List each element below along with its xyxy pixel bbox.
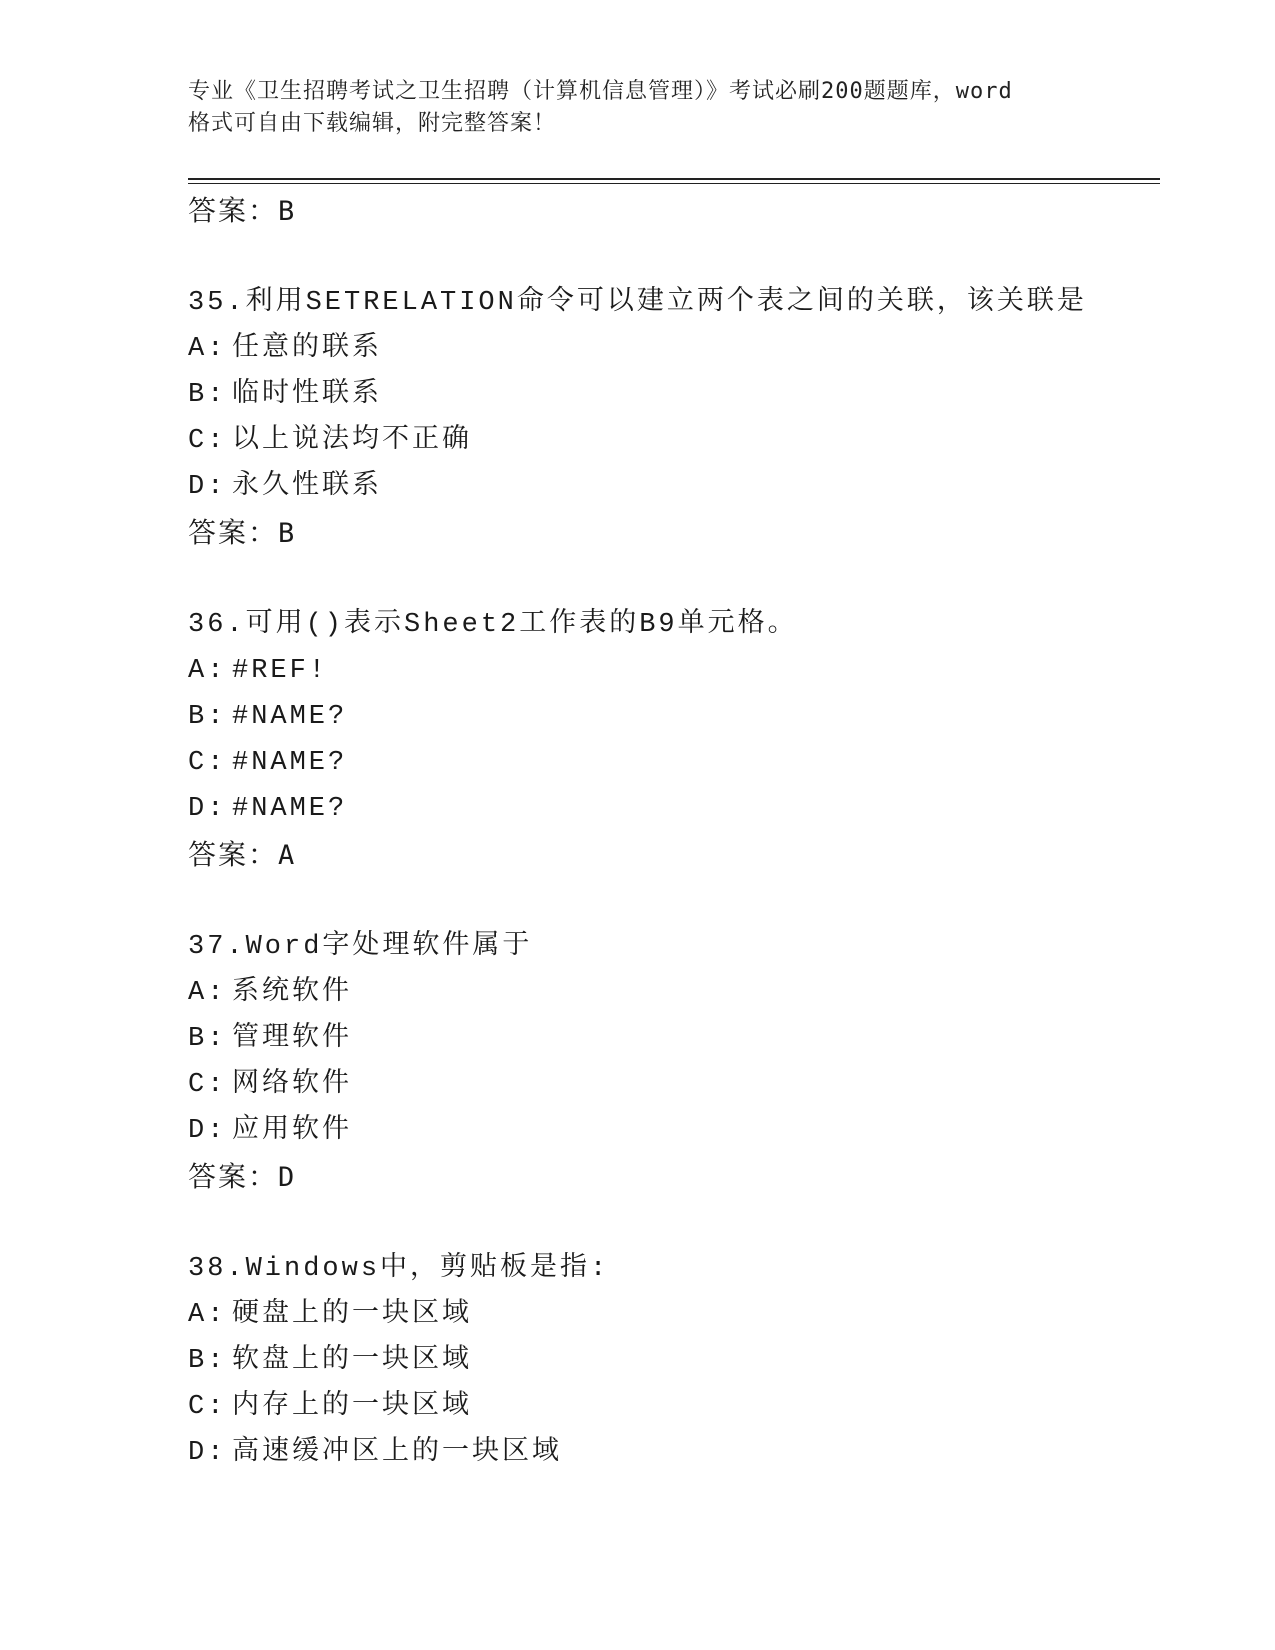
option-letter: A: <box>188 334 227 364</box>
option-letter: D: <box>188 1438 227 1468</box>
header-line-1: 专业《卫生招聘考试之卫生招聘（计算机信息管理）》考试必刷200题题库，word <box>188 79 1013 104</box>
option-line <box>188 786 1168 832</box>
header-rule-thin <box>188 183 1160 184</box>
question-block <box>188 1246 1168 1476</box>
option-line <box>188 970 1168 1016</box>
option-letter: D: <box>188 1116 227 1146</box>
answer-value: A <box>278 840 297 871</box>
answer-line <box>188 510 1168 556</box>
option-line <box>188 1016 1168 1062</box>
answer-label: 答案： <box>188 839 279 870</box>
option-text: #NAME? <box>232 748 348 778</box>
option-letter: A: <box>188 656 227 686</box>
option-letter: B: <box>188 380 227 410</box>
option-text: #NAME? <box>232 794 348 824</box>
answer-label: 答案： <box>188 1161 279 1192</box>
option-letter: B: <box>188 1024 227 1054</box>
option-text: #REF! <box>232 656 329 686</box>
question-block <box>188 924 1168 1200</box>
option-text: 管理软件 <box>232 1024 352 1054</box>
option-line <box>188 740 1168 786</box>
answer-value: B <box>278 518 297 549</box>
option-text: #NAME? <box>232 702 348 732</box>
answer-line <box>188 188 1168 234</box>
option-text: 应用软件 <box>232 1116 352 1146</box>
option-letter: B: <box>188 1346 227 1376</box>
option-line <box>188 326 1168 372</box>
option-line <box>188 1430 1168 1476</box>
option-text: 临时性联系 <box>232 380 382 410</box>
question-block <box>188 602 1168 878</box>
option-text: 硬盘上的一块区域 <box>232 1300 472 1330</box>
option-line <box>188 1338 1168 1384</box>
option-line <box>188 1292 1168 1338</box>
option-line <box>188 372 1168 418</box>
option-line <box>188 1108 1168 1154</box>
option-letter: A: <box>188 1300 227 1330</box>
answer-line <box>188 832 1168 878</box>
question-list <box>188 188 1168 1476</box>
question-block <box>188 280 1168 556</box>
question-stem: 38.Windows中，剪贴板是指: <box>188 1254 610 1284</box>
header-line-2: 格式可自由下载编辑，附完整答案！ <box>188 111 557 136</box>
option-text: 任意的联系 <box>232 334 382 364</box>
option-text: 软盘上的一块区域 <box>232 1346 472 1376</box>
option-letter: B: <box>188 702 227 732</box>
option-text: 网络软件 <box>232 1070 352 1100</box>
page-header <box>188 76 1088 140</box>
question-stem: 35.利用SETRELATION命令可以建立两个表之间的关联，该关联是 <box>188 288 1087 318</box>
option-letter: D: <box>188 794 227 824</box>
option-letter: D: <box>188 472 227 502</box>
option-letter: C: <box>188 748 227 778</box>
answer-value: B <box>278 196 297 227</box>
answer-label: 答案： <box>188 517 279 548</box>
option-line <box>188 694 1168 740</box>
option-letter: C: <box>188 426 227 456</box>
answer-label: 答案： <box>188 195 279 226</box>
option-line <box>188 1062 1168 1108</box>
header-rule-thick <box>188 178 1160 180</box>
question-stem: 36.可用()表示Sheet2工作表的B9单元格。 <box>188 610 798 640</box>
option-line <box>188 464 1168 510</box>
answer-line <box>188 1154 1168 1200</box>
option-line <box>188 648 1168 694</box>
option-letter: C: <box>188 1392 227 1422</box>
option-letter: C: <box>188 1070 227 1100</box>
option-text: 永久性联系 <box>232 472 382 502</box>
option-text: 高速缓冲区上的一块区域 <box>232 1438 562 1468</box>
option-text: 内存上的一块区域 <box>232 1392 472 1422</box>
option-letter: A: <box>188 978 227 1008</box>
answer-value: D <box>278 1162 297 1193</box>
option-line <box>188 418 1168 464</box>
option-line <box>188 1384 1168 1430</box>
option-text: 以上说法均不正确 <box>232 426 472 456</box>
question-stem: 37.Word字处理软件属于 <box>188 932 533 962</box>
option-text: 系统软件 <box>232 978 352 1008</box>
